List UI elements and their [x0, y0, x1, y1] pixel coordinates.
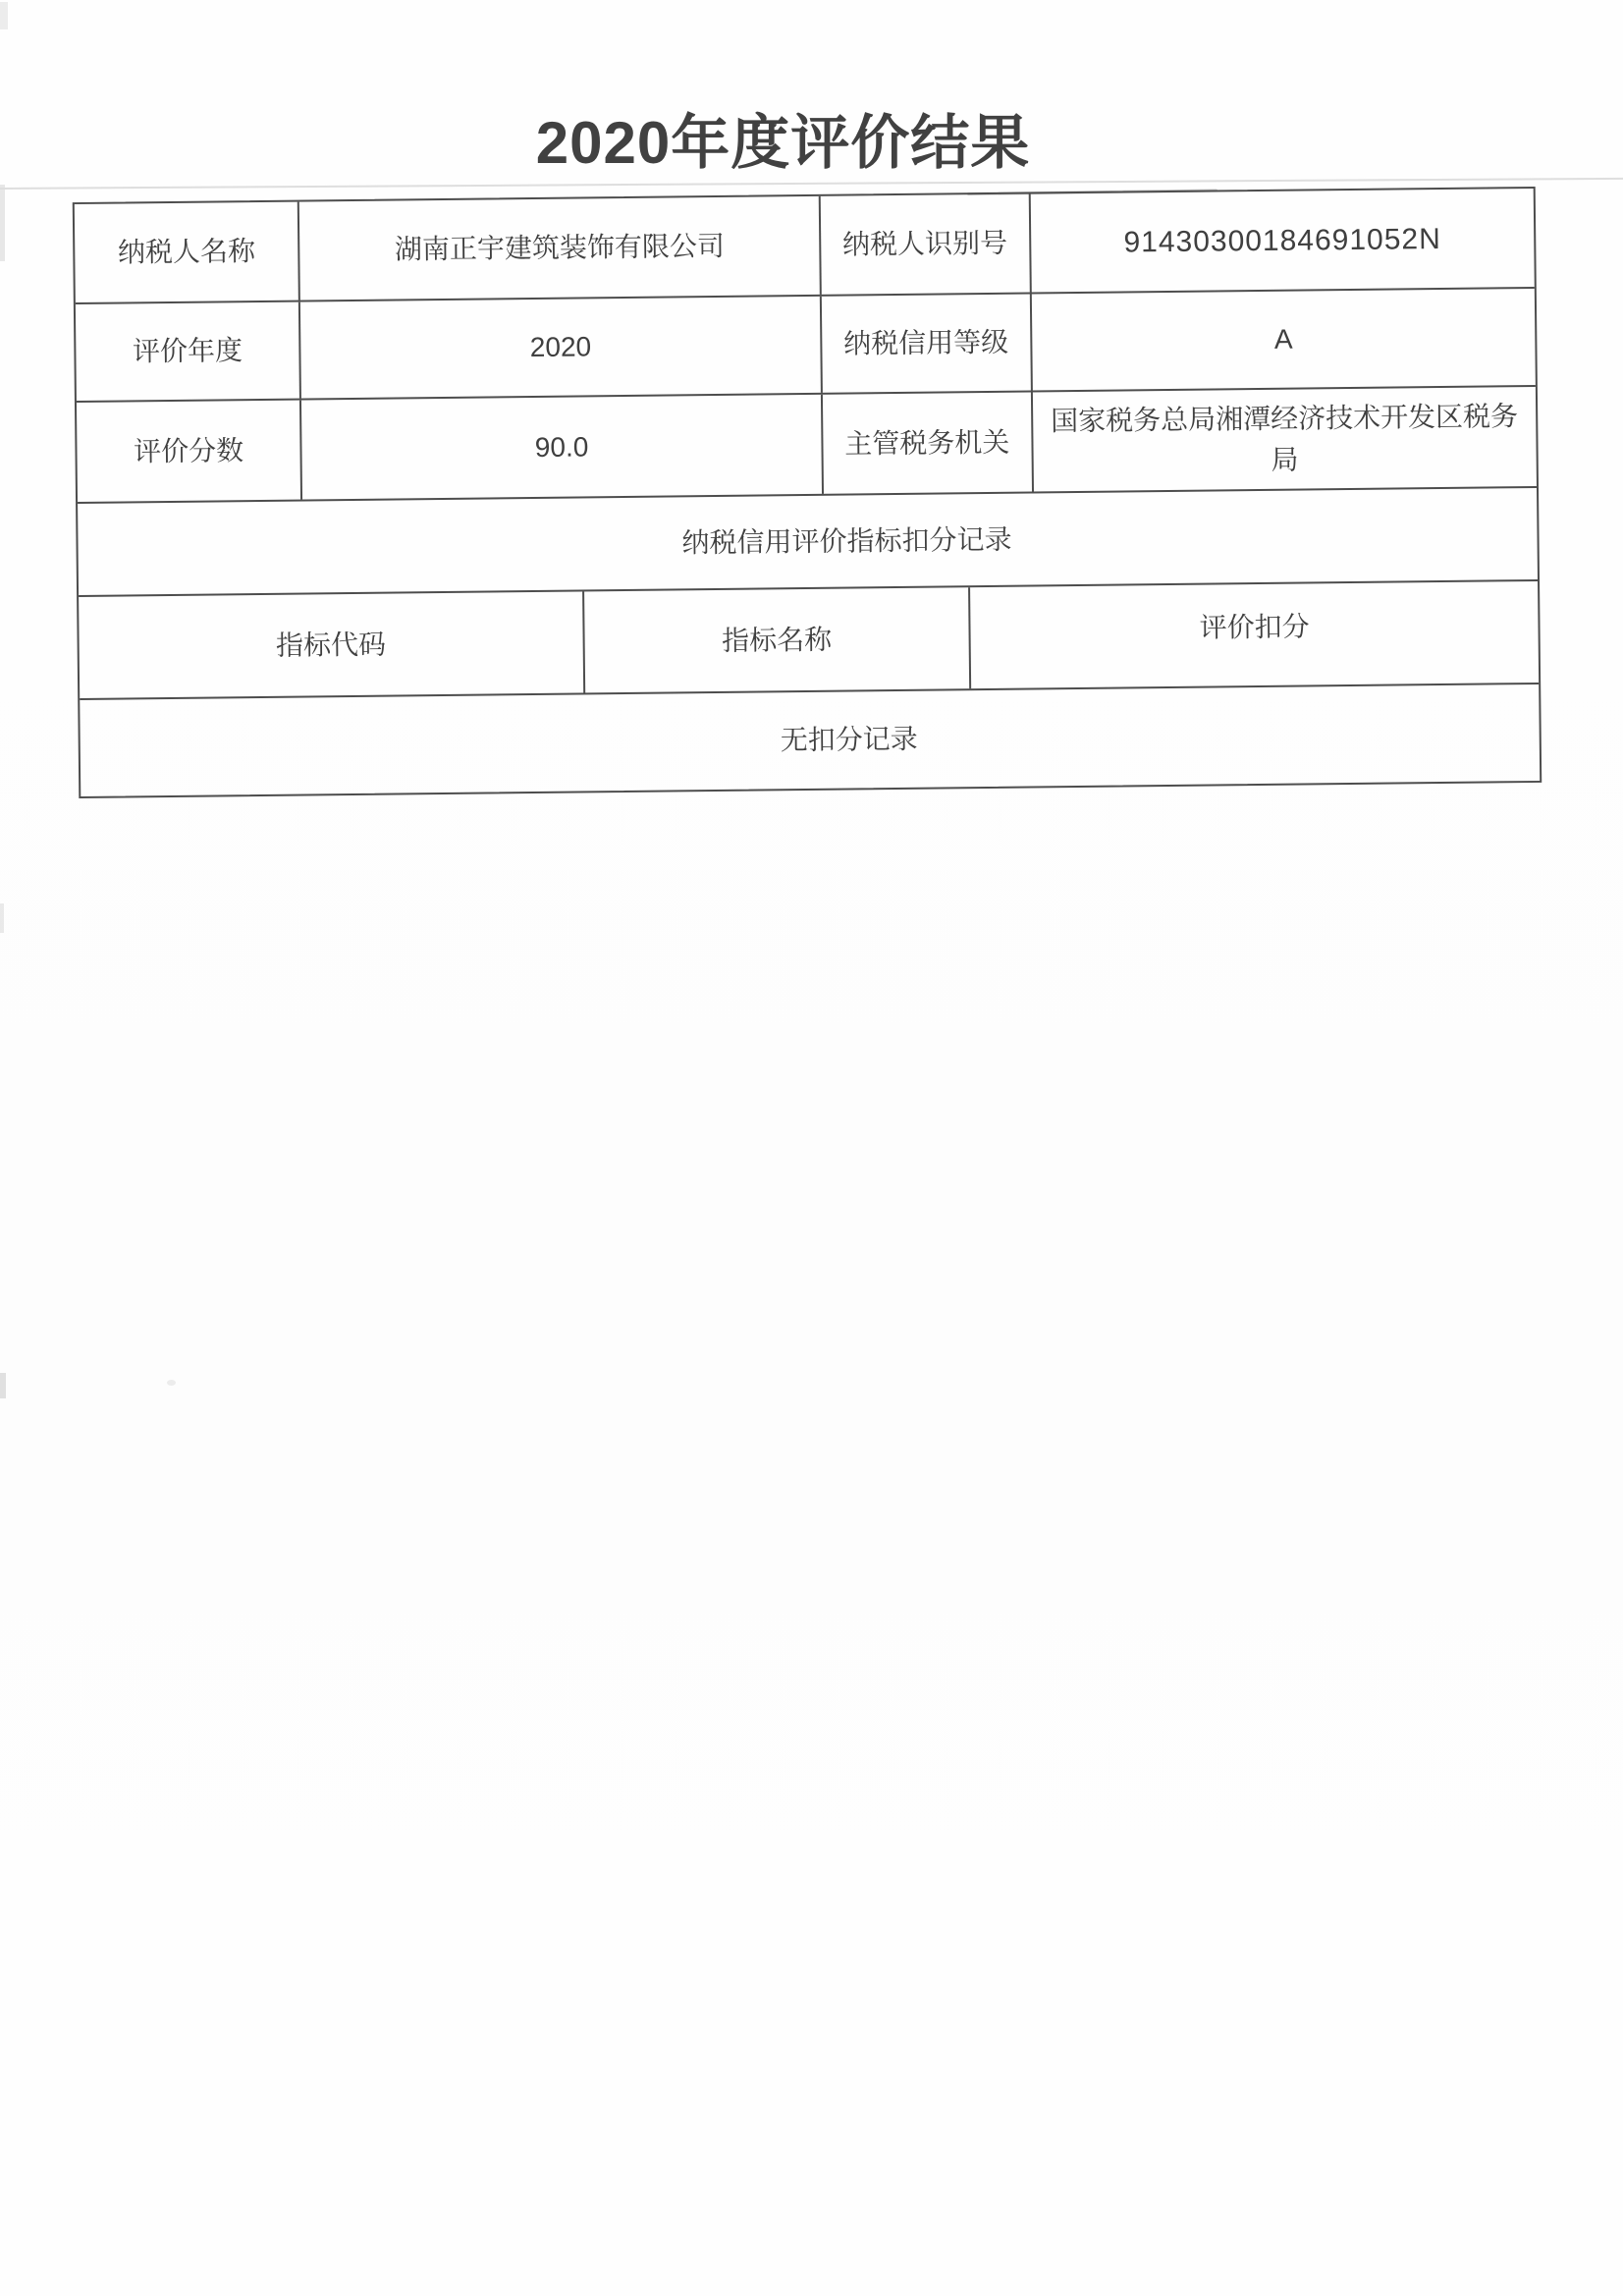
- scan-artifact: [0, 1373, 6, 1398]
- credit-rating-value: A: [1030, 289, 1536, 391]
- taxpayer-name-value: 湖南正宇建筑装饰有限公司: [298, 196, 820, 301]
- scan-artifact: [0, 2, 8, 29]
- no-deduction-cell: [80, 684, 1540, 796]
- deduction-section-title-text: 纳税信用评价指标扣分记录: [681, 523, 1012, 558]
- evaluation-year-value: 2020: [298, 297, 821, 399]
- evaluation-score-value: 90.0: [299, 395, 822, 500]
- table-row-score-authority: [77, 385, 1537, 502]
- table-row-taxpayer: [75, 189, 1535, 302]
- taxpayer-name-label: 纳税人名称: [117, 236, 256, 268]
- page-title: 2020年度评价结果: [535, 110, 1031, 176]
- tax-authority-value: 国家税务总局湘潭经济技术开发区税务局: [1031, 387, 1537, 492]
- table-row-empty-message: [80, 683, 1540, 796]
- column-header-deduction: [968, 581, 1539, 688]
- evaluation-result-table: [73, 187, 1542, 798]
- scan-artifact: [0, 903, 4, 933]
- taxpayer-id-value: 91430300184691052N: [1029, 189, 1535, 293]
- table-row-year-rating: [76, 287, 1536, 401]
- table-row-column-headers: [79, 579, 1539, 698]
- column-header-deduction-text: 评价扣分: [1199, 610, 1310, 643]
- scan-artifact: [167, 1380, 176, 1386]
- taxpayer-id-label: 纳税人识别号: [819, 194, 1030, 295]
- column-header-indicator-name: 指标名称: [582, 587, 970, 692]
- column-header-indicator-code: 指标代码: [275, 629, 387, 661]
- no-deduction-message: 无扣分记录: [780, 723, 918, 756]
- tax-authority-label: 主管税务机关: [821, 393, 1032, 494]
- evaluation-score-label: 评价分数: [133, 434, 244, 466]
- evaluation-year-label: 评价年度: [132, 335, 243, 367]
- table-row-section-header: [78, 486, 1538, 595]
- scan-artifact: [0, 185, 5, 261]
- credit-rating-label: 纳税信用等级: [820, 295, 1031, 393]
- deduction-section-title: [78, 488, 1538, 595]
